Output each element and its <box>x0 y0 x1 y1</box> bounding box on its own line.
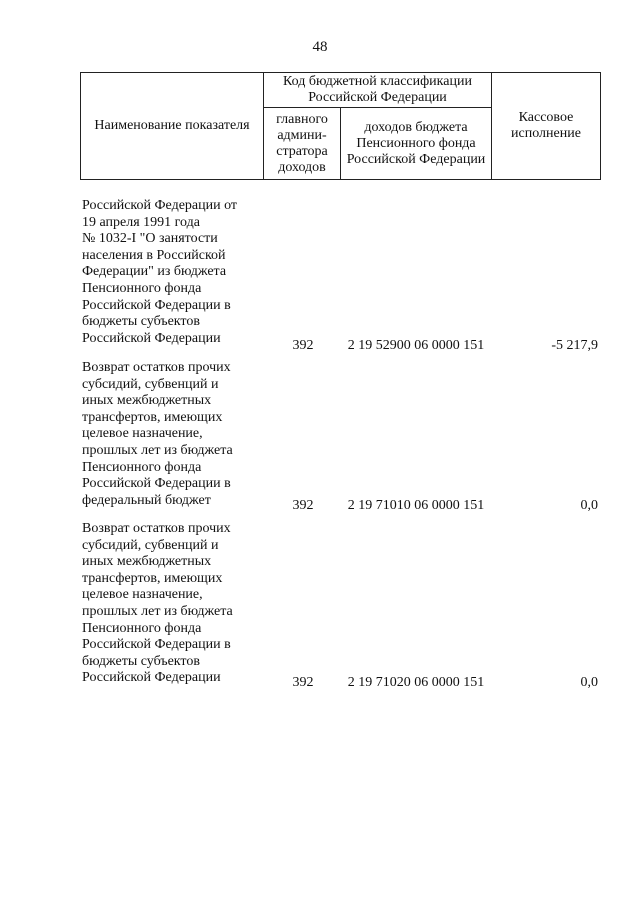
row-name: Возврат остатков прочих субсидий, субвенций и иных межбюджетных трансфертов, имеющих целевое назначение, прошлых лет из бюджета Пенсионного фонда Российской Федерации в федеральный бюджет <box>82 360 233 508</box>
row-income-code: 2 19 71020 06 0000 151 <box>347 675 485 690</box>
table-header <box>80 72 601 180</box>
row-income-code: 2 19 71010 06 0000 151 <box>347 498 485 513</box>
page-number: 48 <box>312 39 328 55</box>
row-name: Российской Федерации от 19 апреля 1991 года № 1032-I "О занятости населения в Российской Федерации" из бюджета Пенсионного фонда Российской Федерации в бюджеты субъектов Российской Федерации <box>82 198 238 346</box>
header-cash-column: Кассовое исполнение <box>491 72 601 180</box>
row-cash-value: 0,0 <box>580 675 598 690</box>
table-row <box>0 360 640 514</box>
header-income-column: доходов бюджета Пенсионного фонда Российской Федерации <box>340 107 492 180</box>
row-cash-value: 0,0 <box>580 498 598 513</box>
row-name: Возврат остатков прочих субсидий, субвенций и иных межбюджетных трансфертов, имеющих целевое назначение, прошлых лет из бюджета Пенсионного фонда Российской Федерации в бюджеты субъектов Российской Федерации <box>82 521 233 686</box>
row-income-code: 2 19 52900 06 0000 151 <box>347 338 485 353</box>
header-code-group: Код бюджетной классификации Российской Федерации <box>263 72 492 108</box>
row-cash-value: -5 217,9 <box>551 338 598 353</box>
table-row <box>0 198 640 354</box>
row-admin-code: 392 <box>292 675 314 690</box>
header-admin-column: главного админи-стратора доходов <box>263 107 341 180</box>
row-admin-code: 392 <box>292 498 314 513</box>
table-row <box>0 521 640 691</box>
row-admin-code: 392 <box>292 338 314 353</box>
header-name-column: Наименование показателя <box>80 72 264 180</box>
